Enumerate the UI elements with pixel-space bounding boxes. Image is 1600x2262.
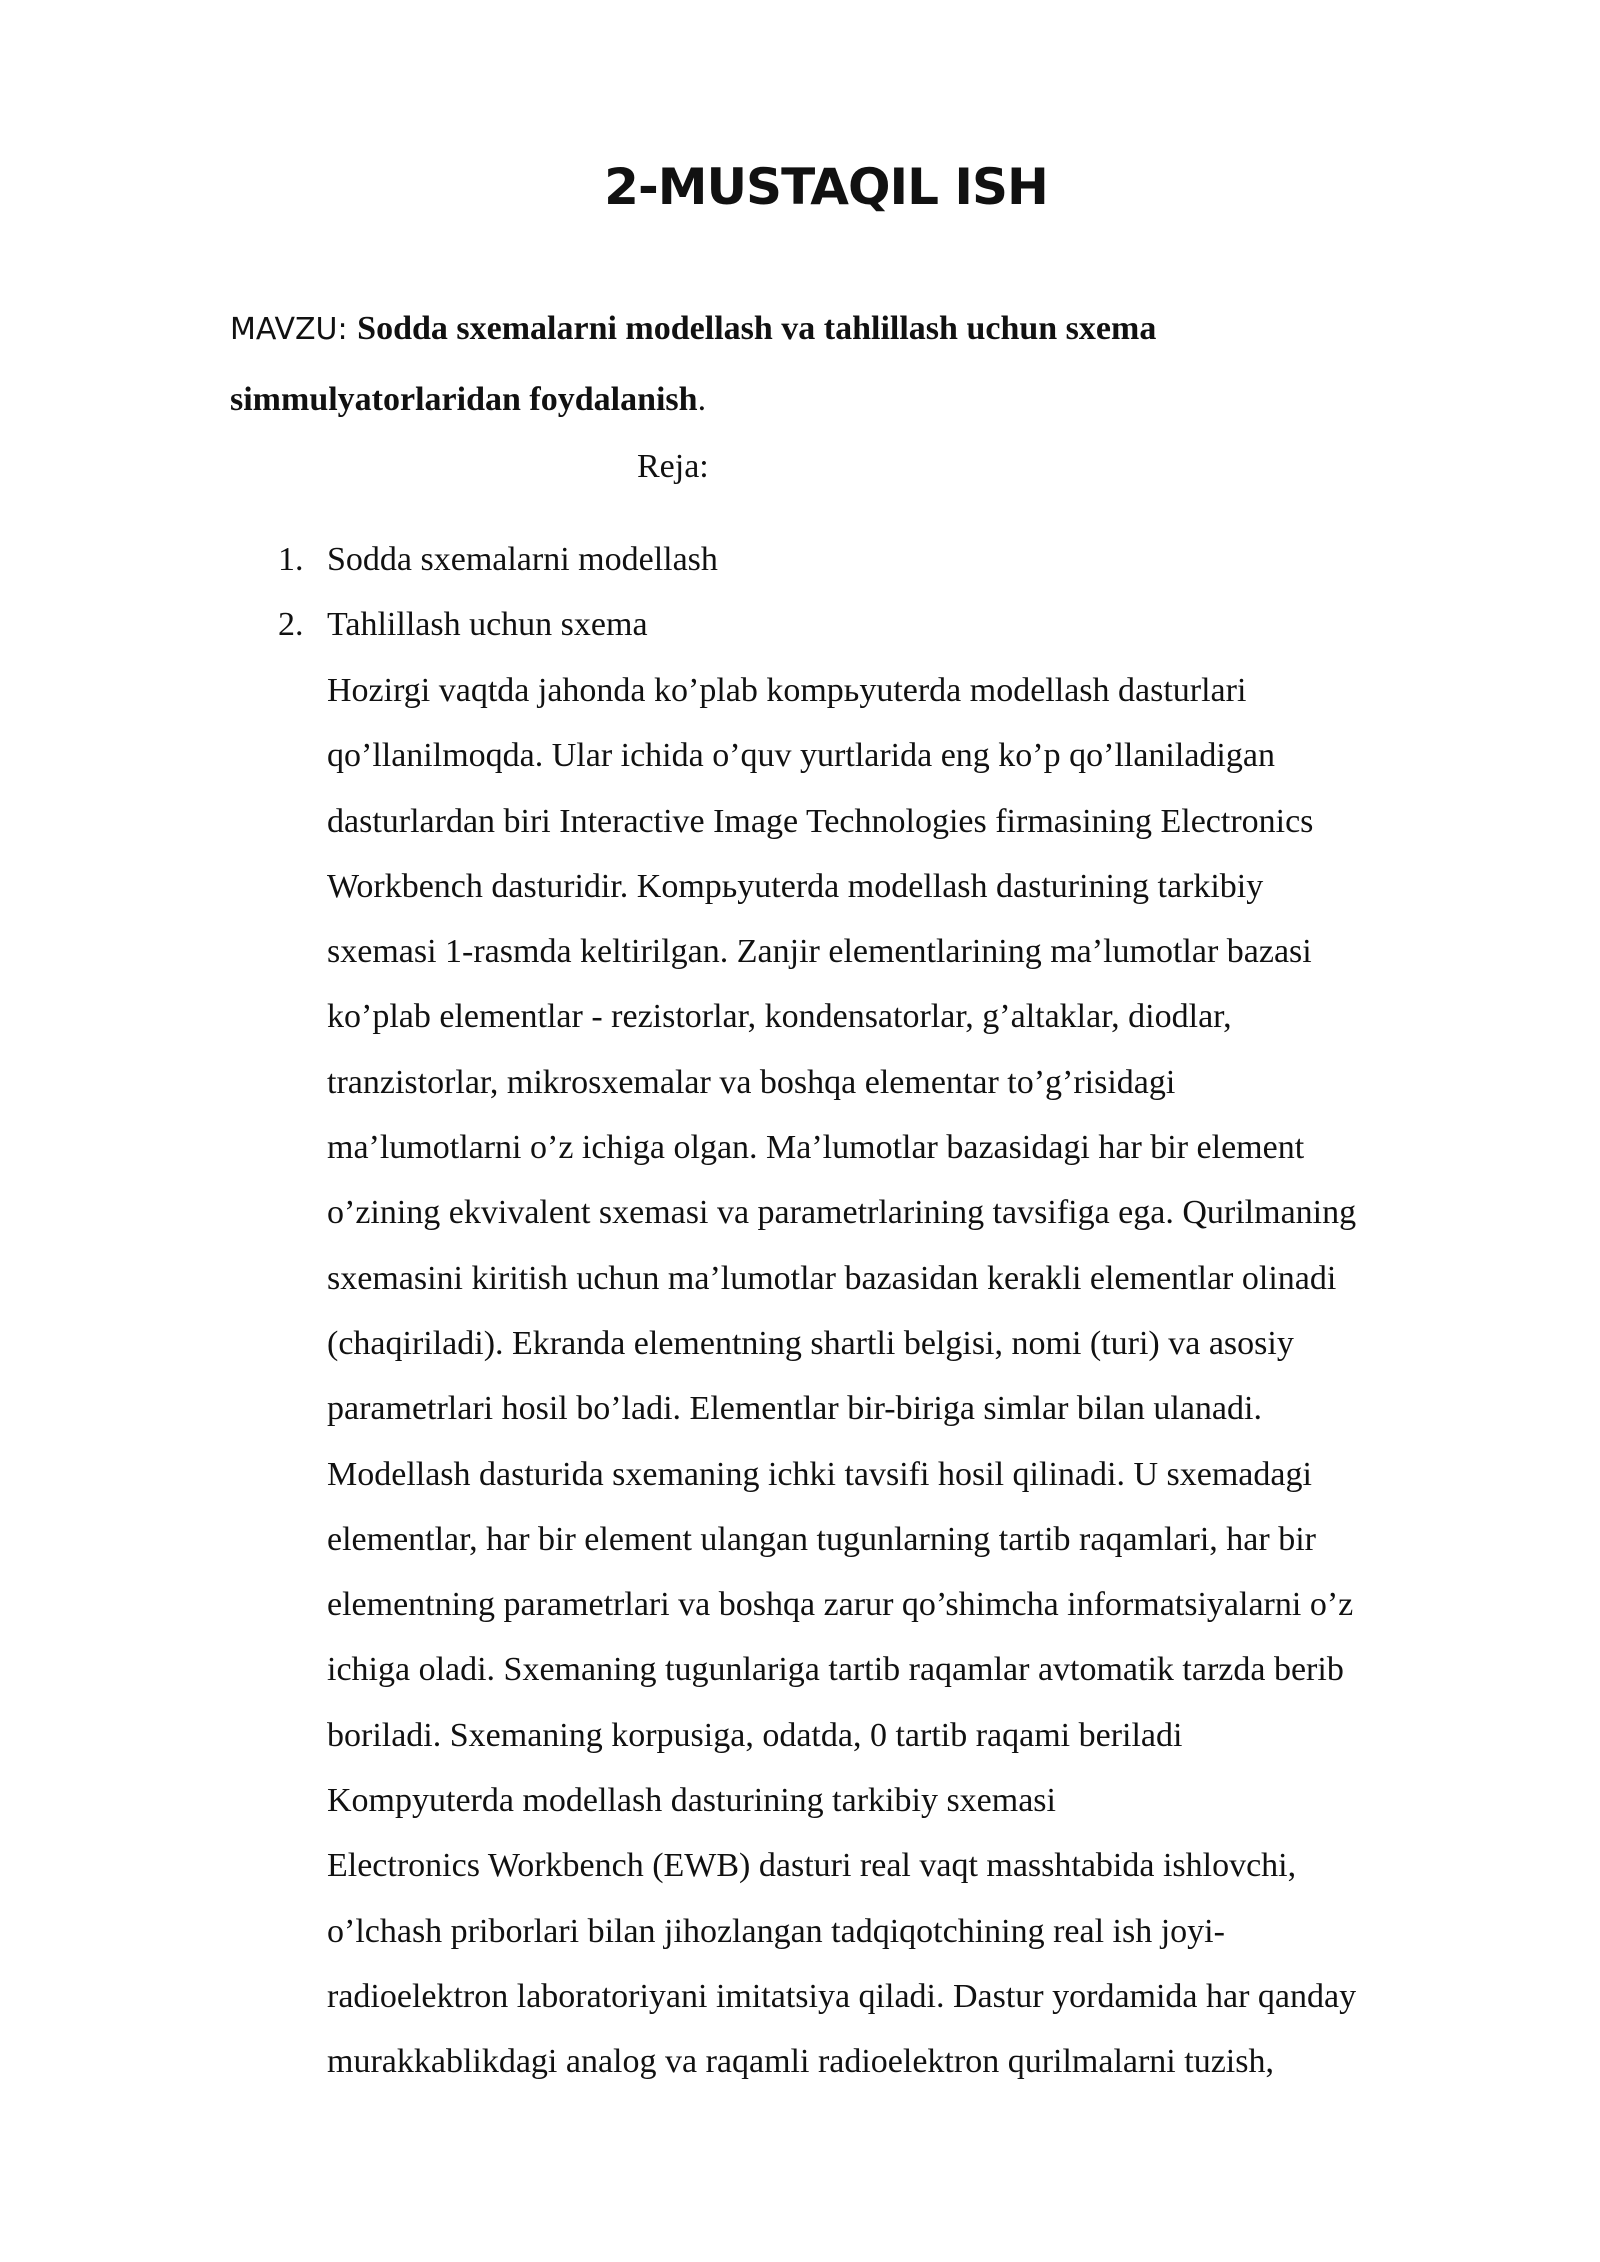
plan-item-number: 2.	[278, 606, 304, 643]
body-line: radioelektron laboratoriyani imitatsiya qiladi. Dastur yordamida har qanday	[327, 1977, 1357, 2015]
body-line: o’lchash priborlari bilan jihozlangan tadqiqotchining real ish joyi-	[327, 1912, 1225, 1950]
body-line: Kompyuterda modellash dasturining tarkibiy sxemasi	[327, 1782, 1056, 1820]
body-line: Electronics Workbench (EWB) dasturi real vaqt masshtabida ishlovchi,	[327, 1847, 1297, 1885]
topic-period: .	[697, 381, 707, 418]
body-line: qo’llanilmoqda. Ular ichida o’quv yurtlarida eng ko’p qo’llaniladigan	[327, 737, 1275, 775]
plan-item-text: Tahlillash uchun sxema	[327, 606, 648, 643]
topic-line	[230, 294, 1480, 435]
body-line: Workbench dasturidir. Kompьyuterda modellash dasturining tarkibiy	[327, 867, 1264, 905]
plan-list	[0, 530, 1600, 660]
body-line: Modellash dasturida sxemaning ichki tavsifi hosil qilinadi. U sxemadagi	[327, 1455, 1312, 1493]
plan-heading: Reja:	[637, 448, 709, 485]
plan-item	[0, 595, 1600, 660]
body-line: sxemasini kiritish uchun ma’lumotlar bazasidan kerakli elementlar olinadi	[327, 1259, 1337, 1297]
body-line: ma’lumotlarni o’z ichiga olgan. Ma’lumotlar bazasidagi har bir element	[327, 1129, 1305, 1167]
topic-label: MAVZU:	[230, 312, 358, 347]
body-line: o’zining ekvivalent sxemasi va parametrlarining tavsifiga ega. Qurilmaning	[327, 1194, 1357, 1232]
body-line: Hozirgi vaqtda jahonda ko’plab kompьyuterda modellash dasturlari	[327, 672, 1247, 709]
topic-text-line-1: Sodda sxemalarni modellash va tahlillash uchun sxema	[357, 310, 1157, 347]
topic-text-line-2: simmulyatorlaridan foydalanish	[230, 381, 698, 418]
body-line: elementning parametrlari va boshqa zarur qo’shimcha informatsiyalarni o’z	[327, 1586, 1354, 1624]
plan-item-number: 1.	[278, 541, 304, 578]
document-title: 2-MUSTAQIL ISH	[604, 158, 1048, 216]
plan-item-text: Sodda sxemalarni modellash	[327, 541, 718, 578]
plan-item	[0, 530, 1600, 595]
body-line: murakkablikdagi analog va raqamli radioelektron qurilmalarni tuzish,	[327, 2043, 1274, 2081]
body-line: (chaqiriladi). Ekranda elementning shartli belgisi, nomi (turi) va asosiy	[327, 1324, 1294, 1362]
body-line: ichiga oladi. Sxemaning tugunlariga tartib raqamlar avtomatik tarzda berib	[327, 1651, 1344, 1689]
body-line: boriladi. Sxemaning korpusiga, odatda, 0 tartib raqami beriladi	[327, 1716, 1183, 1754]
body-line: ko’plab elementlar - rezistorlar, kondensatorlar, g’altaklar, diodlar,	[327, 998, 1232, 1036]
body-line: sxemasi 1-rasmda keltirilgan. Zanjir elementlarining ma’lumotlar bazasi	[327, 933, 1312, 971]
body-line: tranzistorlar, mikrosxemalar va boshqa elementar to’g’risidagi	[327, 1063, 1176, 1101]
body-paragraph	[327, 658, 1487, 2095]
body-line: parametrlari hosil bo’ladi. Elementlar bir-biriga simlar bilan ulanadi.	[327, 1390, 1262, 1428]
body-line: dasturlardan biri Interactive Image Technologies firmasining Electronics	[327, 802, 1314, 840]
body-line: elementlar, har bir element ulangan tugunlarning tartib raqamlari, har bir	[327, 1520, 1316, 1558]
